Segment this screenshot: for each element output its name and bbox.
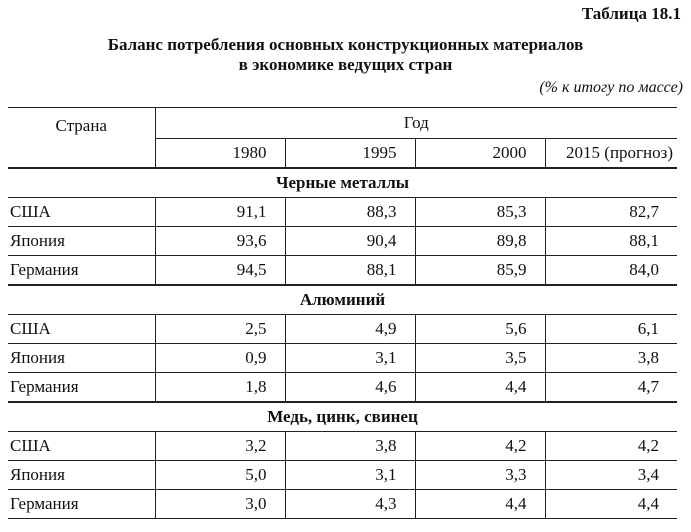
table-row	[8, 198, 677, 227]
header-year-1980: 1980	[155, 139, 285, 169]
value-cell: 85,3	[415, 198, 545, 227]
table-row	[8, 315, 677, 344]
country-cell: США	[8, 198, 155, 227]
table-row	[8, 256, 677, 286]
value-cell: 90,4	[285, 227, 415, 256]
value-cell: 3,2	[155, 432, 285, 461]
value-cell: 4,3	[285, 490, 415, 519]
value-cell: 88,1	[545, 227, 677, 256]
value-cell: 93,6	[155, 227, 285, 256]
value-cell: 3,8	[545, 344, 677, 373]
value-cell: 4,6	[285, 373, 415, 403]
country-cell: Германия	[8, 490, 155, 519]
value-cell: 3,8	[285, 432, 415, 461]
section-title: Медь, цинк, свинец	[8, 402, 677, 432]
section-row	[8, 402, 677, 432]
value-cell: 1,8	[155, 373, 285, 403]
table-title-line-2: в экономике ведущих стран	[238, 55, 453, 74]
value-cell: 82,7	[545, 198, 677, 227]
table-row	[8, 432, 677, 461]
units-note: (% к итогу по массе)	[539, 79, 683, 96]
section-row	[8, 285, 677, 315]
value-cell: 4,2	[545, 432, 677, 461]
country-cell: США	[8, 315, 155, 344]
value-cell: 4,4	[415, 373, 545, 403]
value-cell: 91,1	[155, 198, 285, 227]
value-cell: 4,4	[545, 490, 677, 519]
country-cell: Япония	[8, 227, 155, 256]
section-title: Алюминий	[8, 285, 677, 315]
value-cell: 88,3	[285, 198, 415, 227]
table-number: Таблица 18.1	[581, 4, 681, 23]
value-cell: 2,5	[155, 315, 285, 344]
header-year-1995: 1995	[285, 139, 415, 169]
value-cell: 5,6	[415, 315, 545, 344]
value-cell: 3,3	[415, 461, 545, 490]
country-cell: США	[8, 432, 155, 461]
value-cell: 5,0	[155, 461, 285, 490]
value-cell: 3,1	[285, 461, 415, 490]
value-cell: 84,0	[545, 256, 677, 286]
table-row	[8, 344, 677, 373]
country-cell: Япония	[8, 461, 155, 490]
value-cell: 4,9	[285, 315, 415, 344]
section-row	[8, 168, 677, 198]
table-title-line-1: Баланс потребления основных конструкционных материалов	[107, 35, 584, 54]
value-cell: 3,1	[285, 344, 415, 373]
value-cell: 0,9	[155, 344, 285, 373]
header-country: Страна	[8, 108, 155, 169]
value-cell: 94,5	[155, 256, 285, 286]
table-row	[8, 227, 677, 256]
value-cell: 88,1	[285, 256, 415, 286]
header-year: Год	[155, 108, 677, 139]
value-cell: 3,0	[155, 490, 285, 519]
materials-table	[8, 107, 677, 519]
header-year-2000: 2000	[415, 139, 545, 169]
value-cell: 4,2	[415, 432, 545, 461]
header-year-2015: 2015 (прогноз)	[545, 139, 677, 169]
country-cell: Германия	[8, 256, 155, 286]
table-row	[8, 461, 677, 490]
value-cell: 6,1	[545, 315, 677, 344]
value-cell: 89,8	[415, 227, 545, 256]
value-cell: 4,4	[415, 490, 545, 519]
value-cell: 85,9	[415, 256, 545, 286]
section-title: Черные металлы	[8, 168, 677, 198]
country-cell: Япония	[8, 344, 155, 373]
value-cell: 3,5	[415, 344, 545, 373]
table-row	[8, 490, 677, 519]
country-cell: Германия	[8, 373, 155, 403]
value-cell: 3,4	[545, 461, 677, 490]
table-row	[8, 373, 677, 403]
value-cell: 4,7	[545, 373, 677, 403]
